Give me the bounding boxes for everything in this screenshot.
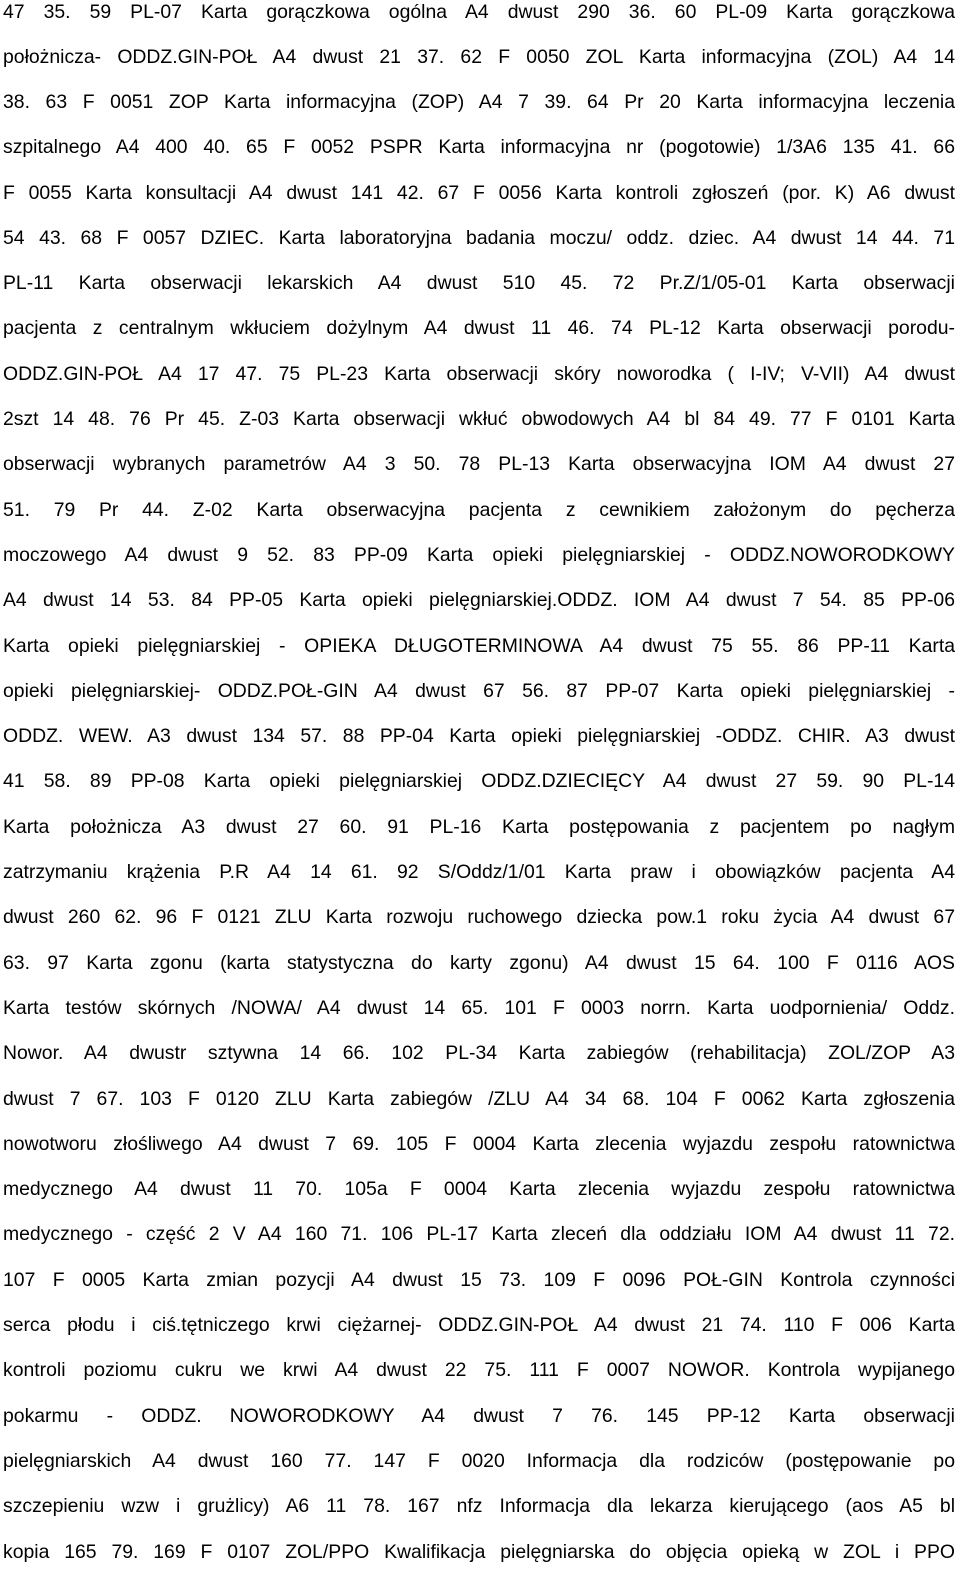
text-line: 38. 63 F 0051 ZOP Karta informacyjna (ZOP) A4 7 39. 64 Pr 20 Karta informacyjna leczenia bbox=[3, 91, 955, 113]
text-line: pacjenta z centralnym wkłuciem dożylnym A4 dwust 11 46. 74 PL-12 Karta obserwacji porodu- bbox=[3, 317, 955, 339]
text-line: opieki pielęgniarskiej- ODDZ.POŁ-GIN A4 dwust 67 56. 87 PP-07 Karta opieki pielęgniarskiej - bbox=[3, 680, 955, 702]
text-line: obserwacji wybranych parametrów A4 3 50. 78 PL-13 Karta obserwacyjna IOM A4 dwust 27 bbox=[3, 453, 955, 475]
text-line: pielęgniarskich A4 dwust 160 77. 147 F 0020 Informacja dla rodziców (postępowanie po bbox=[3, 1450, 955, 1472]
text-line: 63. 97 Karta zgonu (karta statystyczna do karty zgonu) A4 dwust 15 64. 100 F 0116 AOS bbox=[3, 952, 955, 974]
text-line: zatrzymaniu krążenia P.R A4 14 61. 92 S/Oddz/1/01 Karta praw i obowiązków pacjenta A4 bbox=[3, 861, 955, 883]
text-line: pokarmu - ODDZ. NOWORODKOWY A4 dwust 7 76. 145 PP-12 Karta obserwacji bbox=[3, 1405, 955, 1427]
text-line: kontroli poziomu cukru we krwi A4 dwust 22 75. 111 F 0007 NOWOR. Kontrola wypijanego bbox=[3, 1359, 955, 1381]
text-line: szpitalnego A4 400 40. 65 F 0052 PSPR Karta informacyjna nr (pogotowie) 1/3A6 135 41. 66 bbox=[3, 136, 955, 158]
text-line: moczowego A4 dwust 9 52. 83 PP-09 Karta opieki pielęgniarskiej - ODDZ.NOWORODKOWY bbox=[3, 544, 955, 566]
text-line: PL-11 Karta obserwacji lekarskich A4 dwust 510 45. 72 Pr.Z/1/05-01 Karta obserwacji bbox=[3, 272, 955, 294]
text-line: Karta opieki pielęgniarskiej - OPIEKA DŁUGOTERMINOWA A4 dwust 75 55. 86 PP-11 Karta bbox=[3, 635, 955, 657]
text-line: położnicza- ODDZ.GIN-POŁ A4 dwust 21 37. 62 F 0050 ZOL Karta informacyjna (ZOL) A4 14 bbox=[3, 46, 955, 68]
text-line: Karta położnicza A3 dwust 27 60. 91 PL-16 Karta postępowania z pacjentem po nagłym bbox=[3, 816, 955, 838]
text-line: serca płodu i ciś.tętniczego krwi ciężarnej- ODDZ.GIN-POŁ A4 dwust 21 74. 110 F 006 Karta bbox=[3, 1314, 955, 1336]
text-line: 54 43. 68 F 0057 DZIEC. Karta laboratoryjna badania moczu/ oddz. dziec. A4 dwust 14 44. 71 bbox=[3, 227, 955, 249]
text-line: ODDZ. WEW. A3 dwust 134 57. 88 PP-04 Karta opieki pielęgniarskiej -ODDZ. CHIR. A3 dwust bbox=[3, 725, 955, 747]
text-line: 41 58. 89 PP-08 Karta opieki pielęgniarskiej ODDZ.DZIECIĘCY A4 dwust 27 59. 90 PL-14 bbox=[3, 770, 955, 792]
text-line: ODDZ.GIN-POŁ A4 17 47. 75 PL-23 Karta obserwacji skóry noworodka ( I-IV; V-VII) A4 dwust bbox=[3, 363, 955, 385]
text-line: 47 35. 59 PL-07 Karta gorączkowa ogólna A4 dwust 290 36. 60 PL-09 Karta gorączkowa bbox=[3, 1, 955, 23]
text-line: nowotworu złośliwego A4 dwust 7 69. 105 F 0004 Karta zlecenia wyjazdu zespołu ratownictwa bbox=[3, 1133, 955, 1155]
text-line: Karta testów skórnych /NOWA/ A4 dwust 14 65. 101 F 0003 norrn. Karta uodpornienia/ Oddz. bbox=[3, 997, 955, 1019]
text-line: kopia 165 79. 169 F 0107 ZOL/PPO Kwalifikacja pielęgniarska do objęcia opieką w ZOL i PPO bbox=[3, 1541, 955, 1563]
text-line: dwust 260 62. 96 F 0121 ZLU Karta rozwoju ruchowego dziecka pow.1 roku życia A4 dwust 67 bbox=[3, 906, 955, 928]
text-line: A4 dwust 14 53. 84 PP-05 Karta opieki pielęgniarskiej.ODDZ. IOM A4 dwust 7 54. 85 PP-06 bbox=[3, 589, 955, 611]
text-line: dwust 7 67. 103 F 0120 ZLU Karta zabiegów /ZLU A4 34 68. 104 F 0062 Karta zgłoszenia bbox=[3, 1088, 955, 1110]
text-line: 51. 79 Pr 44. Z-02 Karta obserwacyjna pacjenta z cewnikiem założonym do pęcherza bbox=[3, 499, 955, 521]
text-line: medycznego - część 2 V A4 160 71. 106 PL-17 Karta zleceń dla oddziału IOM A4 dwust 11 72. bbox=[3, 1223, 955, 1245]
text-line: Nowor. A4 dwustr sztywna 14 66. 102 PL-34 Karta zabiegów (rehabilitacja) ZOL/ZOP A3 bbox=[3, 1042, 955, 1064]
text-line: 107 F 0005 Karta zmian pozycji A4 dwust 15 73. 109 F 0096 POŁ-GIN Kontrola czynności bbox=[3, 1269, 955, 1291]
text-line: szczepieniu wzw i grużlicy) A6 11 78. 167 nfz Informacja dla lekarza kierującego (aos A5 bl bbox=[3, 1495, 955, 1517]
text-line: medycznego A4 dwust 11 70. 105a F 0004 Karta zlecenia wyjazdu zespołu ratownictwa bbox=[3, 1178, 955, 1200]
text-line: 2szt 14 48. 76 Pr 45. Z-03 Karta obserwacji wkłuć obwodowych A4 bl 84 49. 77 F 0101 Karta bbox=[3, 408, 955, 430]
text-line: F 0055 Karta konsultacji A4 dwust 141 42. 67 F 0056 Karta kontroli zgłoszeń (por. K) A6 dwust bbox=[3, 182, 955, 204]
